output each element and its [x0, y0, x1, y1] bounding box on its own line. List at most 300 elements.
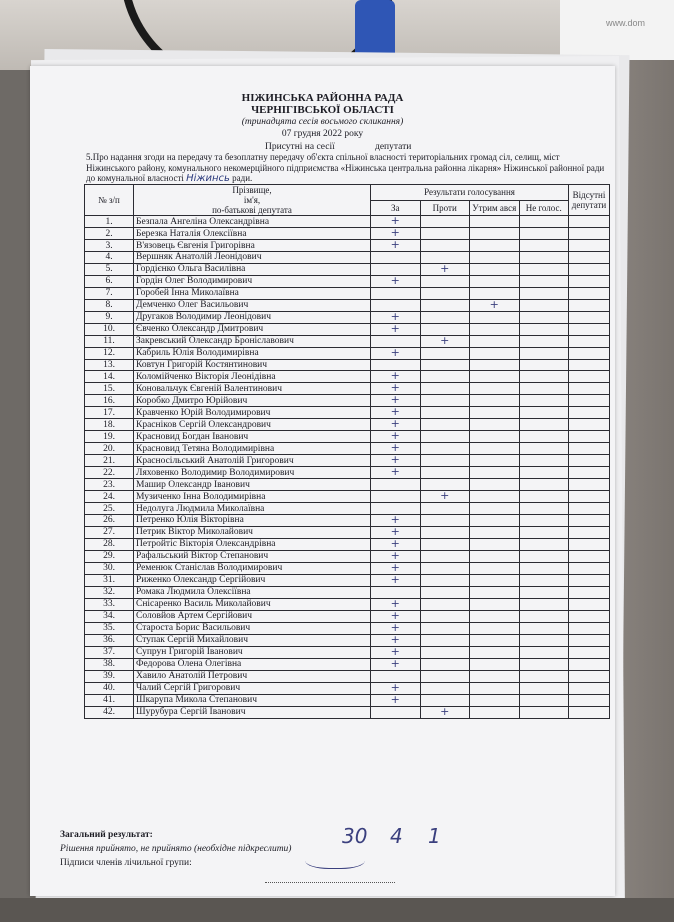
table-row [85, 371, 610, 383]
vote-cell-against [420, 526, 470, 538]
vote-cell-absent [569, 299, 610, 311]
vote-cell-abstain [470, 682, 520, 694]
vote-cell-absent [569, 586, 610, 598]
voting-sheet [30, 66, 615, 896]
vote-cell-for [371, 287, 421, 299]
vote-cell-not-voted [519, 646, 569, 658]
vote-cell-absent [569, 646, 610, 658]
table-row [85, 658, 610, 670]
region-name: ЧЕРНІГІВСЬКОЇ ОБЛАСТІ [251, 104, 394, 116]
vote-cell-absent [569, 216, 610, 228]
table-row [85, 335, 610, 347]
vote-mark: + [390, 562, 400, 574]
vote-mark: + [390, 347, 400, 359]
agenda-question [86, 152, 608, 185]
row-number: 28. [85, 538, 134, 550]
deputy-name: Березка Наталія Олексіївна [134, 228, 371, 240]
vote-cell-for [371, 586, 421, 598]
vote-cell-absent [569, 682, 610, 694]
deputy-name: Закревський Олександр Броніславович [134, 335, 371, 347]
vote-cell-absent [569, 455, 610, 467]
table-row [85, 263, 610, 275]
table-row [85, 455, 610, 467]
table-row [85, 419, 610, 431]
vote-mark: + [489, 299, 499, 311]
vote-cell-not-voted [519, 634, 569, 646]
deputies-label: депутати [375, 142, 412, 152]
deputy-name: Коломійченко Вікторія Леонідівна [134, 371, 371, 383]
row-number: 8. [85, 299, 134, 311]
row-number: 17. [85, 407, 134, 419]
vote-cell-abstain [470, 263, 520, 275]
col-for: За [371, 200, 421, 216]
total-for: 30 [342, 824, 368, 848]
vote-cell-for [371, 479, 421, 491]
vote-cell-abstain [470, 299, 520, 311]
table-row [85, 216, 610, 228]
box-corner [560, 0, 674, 60]
row-number: 35. [85, 622, 134, 634]
vote-cell-against [420, 335, 470, 347]
signatures-label: Підписи членів лічильної групи: [60, 858, 192, 868]
row-number: 29. [85, 550, 134, 562]
question-tail: ради. [232, 173, 253, 183]
vote-cell-absent [569, 574, 610, 586]
col-name-line3: по-батькові депутата [212, 205, 292, 215]
table-row [85, 275, 610, 287]
vote-cell-against [420, 574, 470, 586]
deputy-name: Гордін Олег Володимирович [134, 275, 371, 287]
vote-mark: + [390, 275, 400, 287]
vote-cell-abstain [470, 275, 520, 287]
table-row [85, 514, 610, 526]
vote-mark: + [390, 682, 400, 694]
vote-cell-against [420, 395, 470, 407]
signature [305, 848, 365, 869]
vote-cell-for [371, 407, 421, 419]
question-text: 5.Про надання згоди на передачу та безоплатну передачу об'єкта спільної власності територіальних громад сіл, селищ, міст Ніжинського району, комунального некомерційного підприємства «Ніжинська центральна районна лікарня» Ніжинської районної ради до комунальної власності [86, 152, 605, 183]
row-number: 6. [85, 275, 134, 287]
vote-cell-abstain [470, 240, 520, 252]
table-row [85, 407, 610, 419]
decision-label: Рішення прийнято, не прийнято (необхідне підкреслити) [60, 844, 292, 854]
vote-cell-not-voted [519, 658, 569, 670]
deputy-name: Красніков Сергій Олександрович [134, 419, 371, 431]
vote-mark: + [390, 454, 400, 467]
vote-cell-abstain [470, 694, 520, 706]
vote-cell-not-voted [519, 491, 569, 503]
vote-cell-against [420, 598, 470, 610]
vote-cell-against [420, 359, 470, 371]
vote-cell-against [420, 550, 470, 562]
vote-cell-abstain [470, 371, 520, 383]
row-number: 12. [85, 347, 134, 359]
deputy-name: Гордієнко Ольга Василівна [134, 263, 371, 275]
vote-cell-not-voted [519, 240, 569, 252]
total-result-label: Загальний результат: [60, 830, 153, 840]
row-number: 40. [85, 682, 134, 694]
deputy-name: Петренко Юлія Вікторівна [134, 514, 371, 526]
vote-cell-abstain [470, 526, 520, 538]
vote-cell-for [371, 275, 421, 287]
col-not-voted: Не голос. [519, 200, 569, 216]
vote-cell-against [420, 407, 470, 419]
vote-cell-for [371, 610, 421, 622]
vote-cell-against [420, 228, 470, 240]
vote-cell-against [420, 491, 470, 503]
vote-cell-abstain [470, 670, 520, 682]
vote-cell-abstain [470, 646, 520, 658]
vote-cell-not-voted [519, 252, 569, 264]
vote-cell-against [420, 670, 470, 682]
vote-cell-for [371, 323, 421, 335]
vote-cell-abstain [470, 323, 520, 335]
vote-cell-absent [569, 491, 610, 503]
row-number: 26. [85, 514, 134, 526]
vote-cell-absent [569, 419, 610, 431]
vote-cell-abstain [470, 431, 520, 443]
vote-cell-against [420, 443, 470, 455]
vote-cell-absent [569, 550, 610, 562]
deputy-name: Євченко Олександр Дмитрович [134, 323, 371, 335]
deputy-name: Горобей Інна Миколаївна [134, 287, 371, 299]
deputy-name: Недолуга Людмила Миколаївна [134, 503, 371, 515]
deputy-name: Машир Олександр Іванович [134, 479, 371, 491]
vote-cell-not-voted [519, 479, 569, 491]
vote-cell-for [371, 694, 421, 706]
vote-cell-not-voted [519, 383, 569, 395]
session-name: (тринадцята сесія восьмого скликання) [241, 117, 404, 127]
vote-mark: + [390, 215, 400, 227]
deputy-name: Красновид Богдан Іванович [134, 431, 371, 443]
vote-cell-abstain [470, 634, 520, 646]
vote-cell-abstain [470, 287, 520, 299]
vote-cell-absent [569, 371, 610, 383]
vote-cell-against [420, 216, 470, 228]
table-row [85, 538, 610, 550]
vote-cell-for [371, 550, 421, 562]
vote-cell-absent [569, 311, 610, 323]
vote-cell-abstain [470, 574, 520, 586]
vote-mark: + [390, 526, 400, 538]
vote-cell-against [420, 252, 470, 264]
vote-mark: + [390, 610, 400, 622]
vote-cell-abstain [470, 359, 520, 371]
col-name [134, 185, 371, 216]
vote-cell-absent [569, 347, 610, 359]
table-row [85, 622, 610, 634]
vote-cell-for [371, 443, 421, 455]
vote-cell-not-voted [519, 299, 569, 311]
vote-cell-for [371, 395, 421, 407]
deputy-name: Коробко Дмитро Юрійович [134, 395, 371, 407]
vote-cell-abstain [470, 479, 520, 491]
table-row [85, 646, 610, 658]
table-row [85, 228, 610, 240]
vote-cell-not-voted [519, 622, 569, 634]
vote-cell-not-voted [519, 706, 569, 718]
vote-cell-against [420, 503, 470, 515]
vote-cell-for [371, 371, 421, 383]
vote-cell-not-voted [519, 323, 569, 335]
deputy-name: Петройтіс Вікторія Олександрівна [134, 538, 371, 550]
vote-cell-not-voted [519, 287, 569, 299]
vote-cell-abstain [470, 228, 520, 240]
vote-mark: + [440, 263, 450, 275]
vote-mark: + [390, 430, 400, 443]
row-number: 18. [85, 419, 134, 431]
vote-cell-against [420, 479, 470, 491]
table-row [85, 479, 610, 491]
vote-cell-not-voted [519, 610, 569, 622]
vote-cell-absent [569, 706, 610, 718]
voting-table [84, 184, 610, 719]
vote-cell-abstain [470, 335, 520, 347]
deputy-name: Коновальчук Євгеній Валентинович [134, 383, 371, 395]
row-number: 7. [85, 287, 134, 299]
vote-cell-not-voted [519, 562, 569, 574]
row-number: 2. [85, 228, 134, 240]
vote-mark: + [390, 598, 400, 610]
vote-mark: + [440, 335, 450, 347]
vote-cell-against [420, 240, 470, 252]
table-row [85, 682, 610, 694]
table-row [85, 694, 610, 706]
table-row [85, 252, 610, 264]
vote-cell-for [371, 311, 421, 323]
council-name: НІЖИНСЬКА РАЙОННА РАДА [241, 92, 404, 104]
vote-mark: + [390, 538, 400, 550]
vote-cell-absent [569, 323, 610, 335]
vote-cell-not-voted [519, 311, 569, 323]
vote-cell-for [371, 598, 421, 610]
vote-mark: + [390, 634, 400, 646]
vote-mark: + [390, 658, 400, 670]
vote-cell-for [371, 622, 421, 634]
vote-cell-against [420, 263, 470, 275]
vote-mark: + [390, 442, 400, 455]
table-row [85, 383, 610, 395]
vote-cell-for [371, 299, 421, 311]
vote-cell-for [371, 646, 421, 658]
row-number: 31. [85, 574, 134, 586]
vote-cell-not-voted [519, 443, 569, 455]
vote-cell-against [420, 694, 470, 706]
vote-cell-not-voted [519, 526, 569, 538]
session-date: 07 грудня 2022 року [281, 129, 364, 139]
vote-cell-against [420, 610, 470, 622]
vote-cell-not-voted [519, 347, 569, 359]
vote-mark: + [390, 466, 400, 479]
sheet-header [30, 92, 615, 140]
vote-cell-not-voted [519, 335, 569, 347]
vote-cell-not-voted [519, 682, 569, 694]
row-number: 11. [85, 335, 134, 347]
deputy-name: Другаков Володимир Леонідович [134, 311, 371, 323]
table-row [85, 670, 610, 682]
row-number: 20. [85, 443, 134, 455]
vote-cell-for [371, 514, 421, 526]
vote-cell-against [420, 371, 470, 383]
vote-cell-against [420, 431, 470, 443]
table-row [85, 240, 610, 252]
vote-cell-absent [569, 228, 610, 240]
vote-cell-abstain [470, 419, 520, 431]
deputy-name: Красносільський Анатолій Григорович [134, 455, 371, 467]
deputy-name: Демченко Олег Васильович [134, 299, 371, 311]
vote-cell-absent [569, 275, 610, 287]
vote-cell-abstain [470, 706, 520, 718]
vote-cell-absent [569, 240, 610, 252]
vote-cell-abstain [470, 347, 520, 359]
row-number: 42. [85, 706, 134, 718]
vote-cell-for [371, 383, 421, 395]
table-row [85, 431, 610, 443]
vote-cell-against [420, 323, 470, 335]
vote-cell-against [420, 682, 470, 694]
table-row [85, 526, 610, 538]
vote-cell-for [371, 263, 421, 275]
vote-cell-against [420, 634, 470, 646]
table-row [85, 574, 610, 586]
vote-mark: + [390, 622, 400, 634]
vote-cell-absent [569, 610, 610, 622]
vote-cell-abstain [470, 622, 520, 634]
vote-cell-absent [569, 383, 610, 395]
vote-cell-for [371, 467, 421, 479]
vote-cell-against [420, 467, 470, 479]
vote-cell-against [420, 562, 470, 574]
vote-cell-not-voted [519, 419, 569, 431]
row-number: 33. [85, 598, 134, 610]
vote-cell-absent [569, 443, 610, 455]
vote-cell-against [420, 706, 470, 718]
table-row [85, 287, 610, 299]
desk-bottom [0, 898, 674, 922]
vote-mark: + [390, 550, 400, 562]
vote-cell-for [371, 491, 421, 503]
row-number: 10. [85, 323, 134, 335]
deputy-name: Ковтун Григорій Костянтинович [134, 359, 371, 371]
deputy-name: Риженко Олександр Сергійович [134, 574, 371, 586]
vote-cell-for [371, 431, 421, 443]
row-number: 24. [85, 491, 134, 503]
vote-cell-not-voted [519, 275, 569, 287]
row-number: 37. [85, 646, 134, 658]
deputy-name: Супрун Григорій Іванович [134, 646, 371, 658]
vote-cell-not-voted [519, 395, 569, 407]
vote-cell-for [371, 503, 421, 515]
vote-cell-against [420, 383, 470, 395]
vote-cell-not-voted [519, 467, 569, 479]
vote-mark: + [390, 418, 400, 431]
vote-cell-absent [569, 479, 610, 491]
vote-mark: + [390, 406, 400, 419]
vote-cell-against [420, 514, 470, 526]
vote-cell-absent [569, 526, 610, 538]
deputy-name: Хавило Анатолій Петрович [134, 670, 371, 682]
vote-mark: + [390, 574, 400, 586]
table-row [85, 395, 610, 407]
vote-cell-abstain [470, 455, 520, 467]
vote-cell-for [371, 335, 421, 347]
vote-cell-for [371, 538, 421, 550]
vote-cell-absent [569, 538, 610, 550]
vote-mark: + [390, 239, 400, 251]
vote-mark: + [390, 694, 400, 706]
table-row [85, 323, 610, 335]
vote-cell-for [371, 252, 421, 264]
deputy-name: Ступак Сергій Михайлович [134, 634, 371, 646]
vote-cell-abstain [470, 383, 520, 395]
table-row [85, 467, 610, 479]
vote-cell-not-voted [519, 263, 569, 275]
row-number: 13. [85, 359, 134, 371]
deputy-name: Вершняк Анатолій Леонідович [134, 252, 371, 264]
table-row [85, 550, 610, 562]
vote-cell-abstain [470, 395, 520, 407]
vote-cell-absent [569, 263, 610, 275]
row-number: 25. [85, 503, 134, 515]
vote-cell-against [420, 646, 470, 658]
vote-cell-absent [569, 658, 610, 670]
vote-cell-for [371, 658, 421, 670]
col-name-line1: Прізвище, [232, 185, 272, 195]
vote-cell-abstain [470, 538, 520, 550]
col-name-line2: ім'я, [243, 195, 261, 205]
deputy-name: Федорова Олена Олегівна [134, 658, 371, 670]
present-label: Присутні на сесії [265, 142, 335, 152]
table-row [85, 586, 610, 598]
vote-cell-not-voted [519, 586, 569, 598]
vote-cell-against [420, 658, 470, 670]
deputy-name: Ромака Людмила Олексіївна [134, 586, 371, 598]
vote-cell-for [371, 419, 421, 431]
vote-cell-not-voted [519, 694, 569, 706]
deputy-name: Безпала Ангеліна Олександрівна [134, 216, 371, 228]
vote-cell-for [371, 240, 421, 252]
vote-cell-for [371, 228, 421, 240]
row-number: 38. [85, 658, 134, 670]
vote-cell-absent [569, 622, 610, 634]
vote-cell-for [371, 706, 421, 718]
row-number: 19. [85, 431, 134, 443]
deputy-name: В'язовець Євгенія Григорівна [134, 240, 371, 252]
vote-cell-for [371, 562, 421, 574]
vote-cell-absent [569, 431, 610, 443]
deputy-name: Шкарупа Микола Степанович [134, 694, 371, 706]
row-number: 16. [85, 395, 134, 407]
vote-cell-abstain [470, 252, 520, 264]
row-number: 27. [85, 526, 134, 538]
vote-cell-against [420, 287, 470, 299]
vote-cell-against [420, 275, 470, 287]
row-number: 36. [85, 634, 134, 646]
deputy-name: Ременюк Станіслав Володимирович [134, 562, 371, 574]
table-row [85, 491, 610, 503]
vote-mark: + [390, 370, 400, 383]
vote-mark: + [390, 311, 400, 323]
vote-cell-not-voted [519, 455, 569, 467]
vote-cell-against [420, 299, 470, 311]
vote-cell-absent [569, 503, 610, 515]
vote-mark: + [390, 323, 400, 335]
deputy-name: Шурубура Сергій Іванович [134, 706, 371, 718]
vote-cell-abstain [470, 562, 520, 574]
deputy-name: Староста Борис Васильович [134, 622, 371, 634]
vote-cell-not-voted [519, 538, 569, 550]
vote-cell-absent [569, 287, 610, 299]
